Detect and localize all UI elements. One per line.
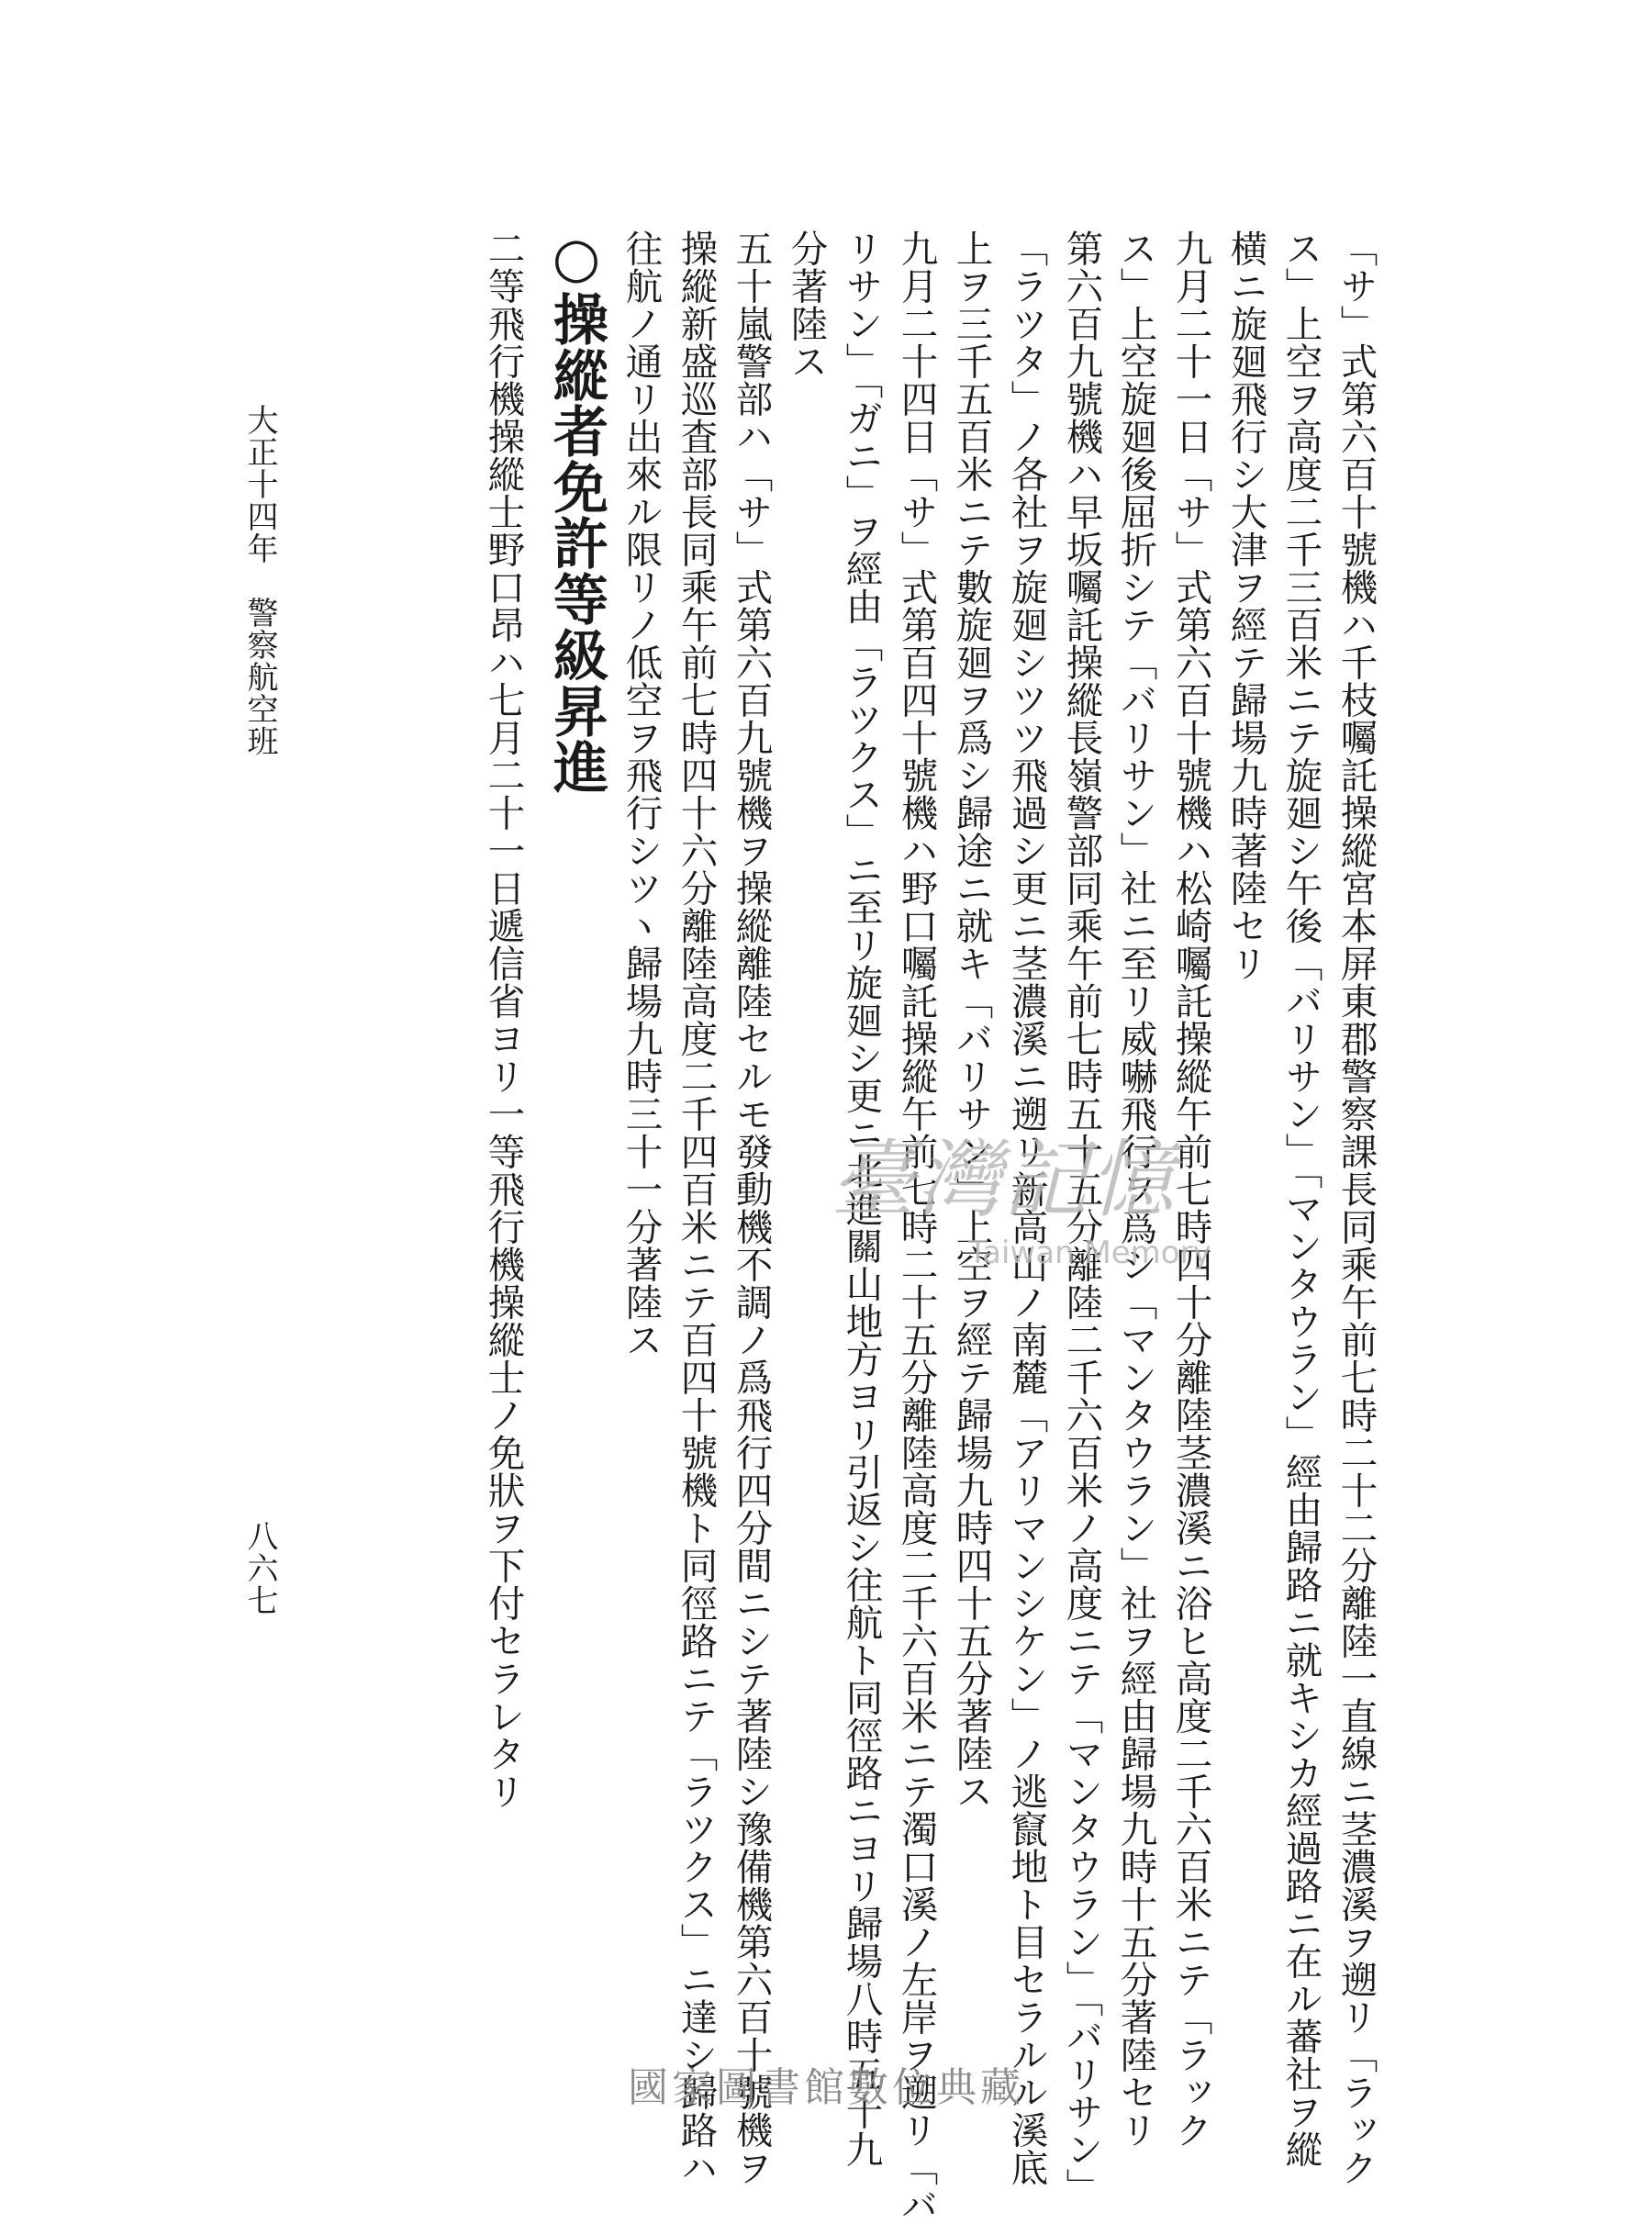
section-heading: ○操縱者免許等級昇進 (544, 226, 608, 795)
text-column-3: 横ニ旋廻飛行シ大津ヲ經テ歸場九時著陸セリ (1223, 229, 1268, 982)
text-column-14: 往航ノ通リ出來ル限リノ低空ヲ飛行シツヽ歸場九時三十一分著陸ス (619, 229, 664, 1358)
watermark-subtitle: Taiwan Memory (968, 1235, 1211, 1271)
text-column-6: 第六百九號機ハ早坂囑託操縱長嶺警部同乘午前七時五十五分離陸二千六百米ノ高度ニテ「マンタウラン」「バリサン」 (1059, 229, 1104, 2206)
text-column-4: 九月二十一日「サ」式第六百十號機ハ松崎囑託操縱午前七時四十分離陸茎濃溪ニ浴ヒ高度二千六百米ニテ「ラック (1168, 229, 1213, 2149)
text-column-10: リサン」「ガニ」ヲ經由「ラツクス」ニ至リ旋廻シ更ニ北進關山地方ヨリ引返シ往航ト同徑路ニヨリ歸場八時五十九 (839, 229, 884, 2168)
text-column-13: 操縱新盛巡査部長同乘午前七時四十六分離陸高度二千四百米ニテ百四十號機ト同徑路ニテ「ラツクス」ニ達シ歸路ハ (674, 229, 719, 2186)
text-column-8: 上ヲ三千五百米ニテ數旋廻ヲ爲シ歸途ニ就キ「バリサン」上空ヲ經テ歸場九時四十五分著陸ス (949, 229, 994, 1810)
text-column-1: 「サ」式第六百十號機ハ千枝囑託操縱宮本屏東郡警察課長同乘午前七時二十二分離陸一直線ニ茎濃溪ヲ遡リ「ラック (1334, 229, 1379, 2186)
watermark-title: 臺灣記憶 (831, 1131, 1177, 1229)
text-column-11: 分著陸ス (784, 229, 829, 380)
page-number: 八六七 (241, 1520, 278, 1616)
text-column-7: 「ラツタ」ノ各社ヲ旋廻シツツ飛過シ更ニ茎濃溪ニ遡リ新高山ノ南麓「アリマンシケン」ノ逃竄地ト目セラルル溪底 (1004, 229, 1049, 2186)
text-column-5: ス」上空旋廻後屈折シテ「バリサン」社ニ至リ威嚇飛行ヲ爲シ「マンタウラン」社ヲ經由歸場九時十五分著陸セリ (1113, 229, 1158, 2149)
text-column-12: 五十嵐警部ハ「サ」式第六百九號機ヲ操縱離陸セルモ發動機不調ノ爲飛行四分間ニシテ著陸シ豫備機第六百十號機ヲ (729, 229, 774, 2186)
text-column-9: 九月二十四日「サ」式第百四十號機ハ野口囑託操縱午前七時二十五分離陸高度二千六百米ニテ濁口溪ノ左岸ヲ遡リ「バ (894, 229, 939, 2224)
library-label: 國家圖書館數位典藏 (628, 2064, 1024, 2111)
running-title: 大正十四年 警察航空班 (241, 404, 278, 757)
text-column-2: ス」上空ヲ高度二千三百米ニテ旋廻シ午後「バリサン」「マンタウラン」經由歸路ニ就キシカ經過路ニ在ル蕃社ヲ縱 (1278, 229, 1323, 2168)
text-column-15: 二等飛行機操縱士野口昂ハ七月二十一日遞信省ヨリ一等飛行機操縱士ノ免狀ヲ下付セラレタリ (481, 229, 526, 1810)
